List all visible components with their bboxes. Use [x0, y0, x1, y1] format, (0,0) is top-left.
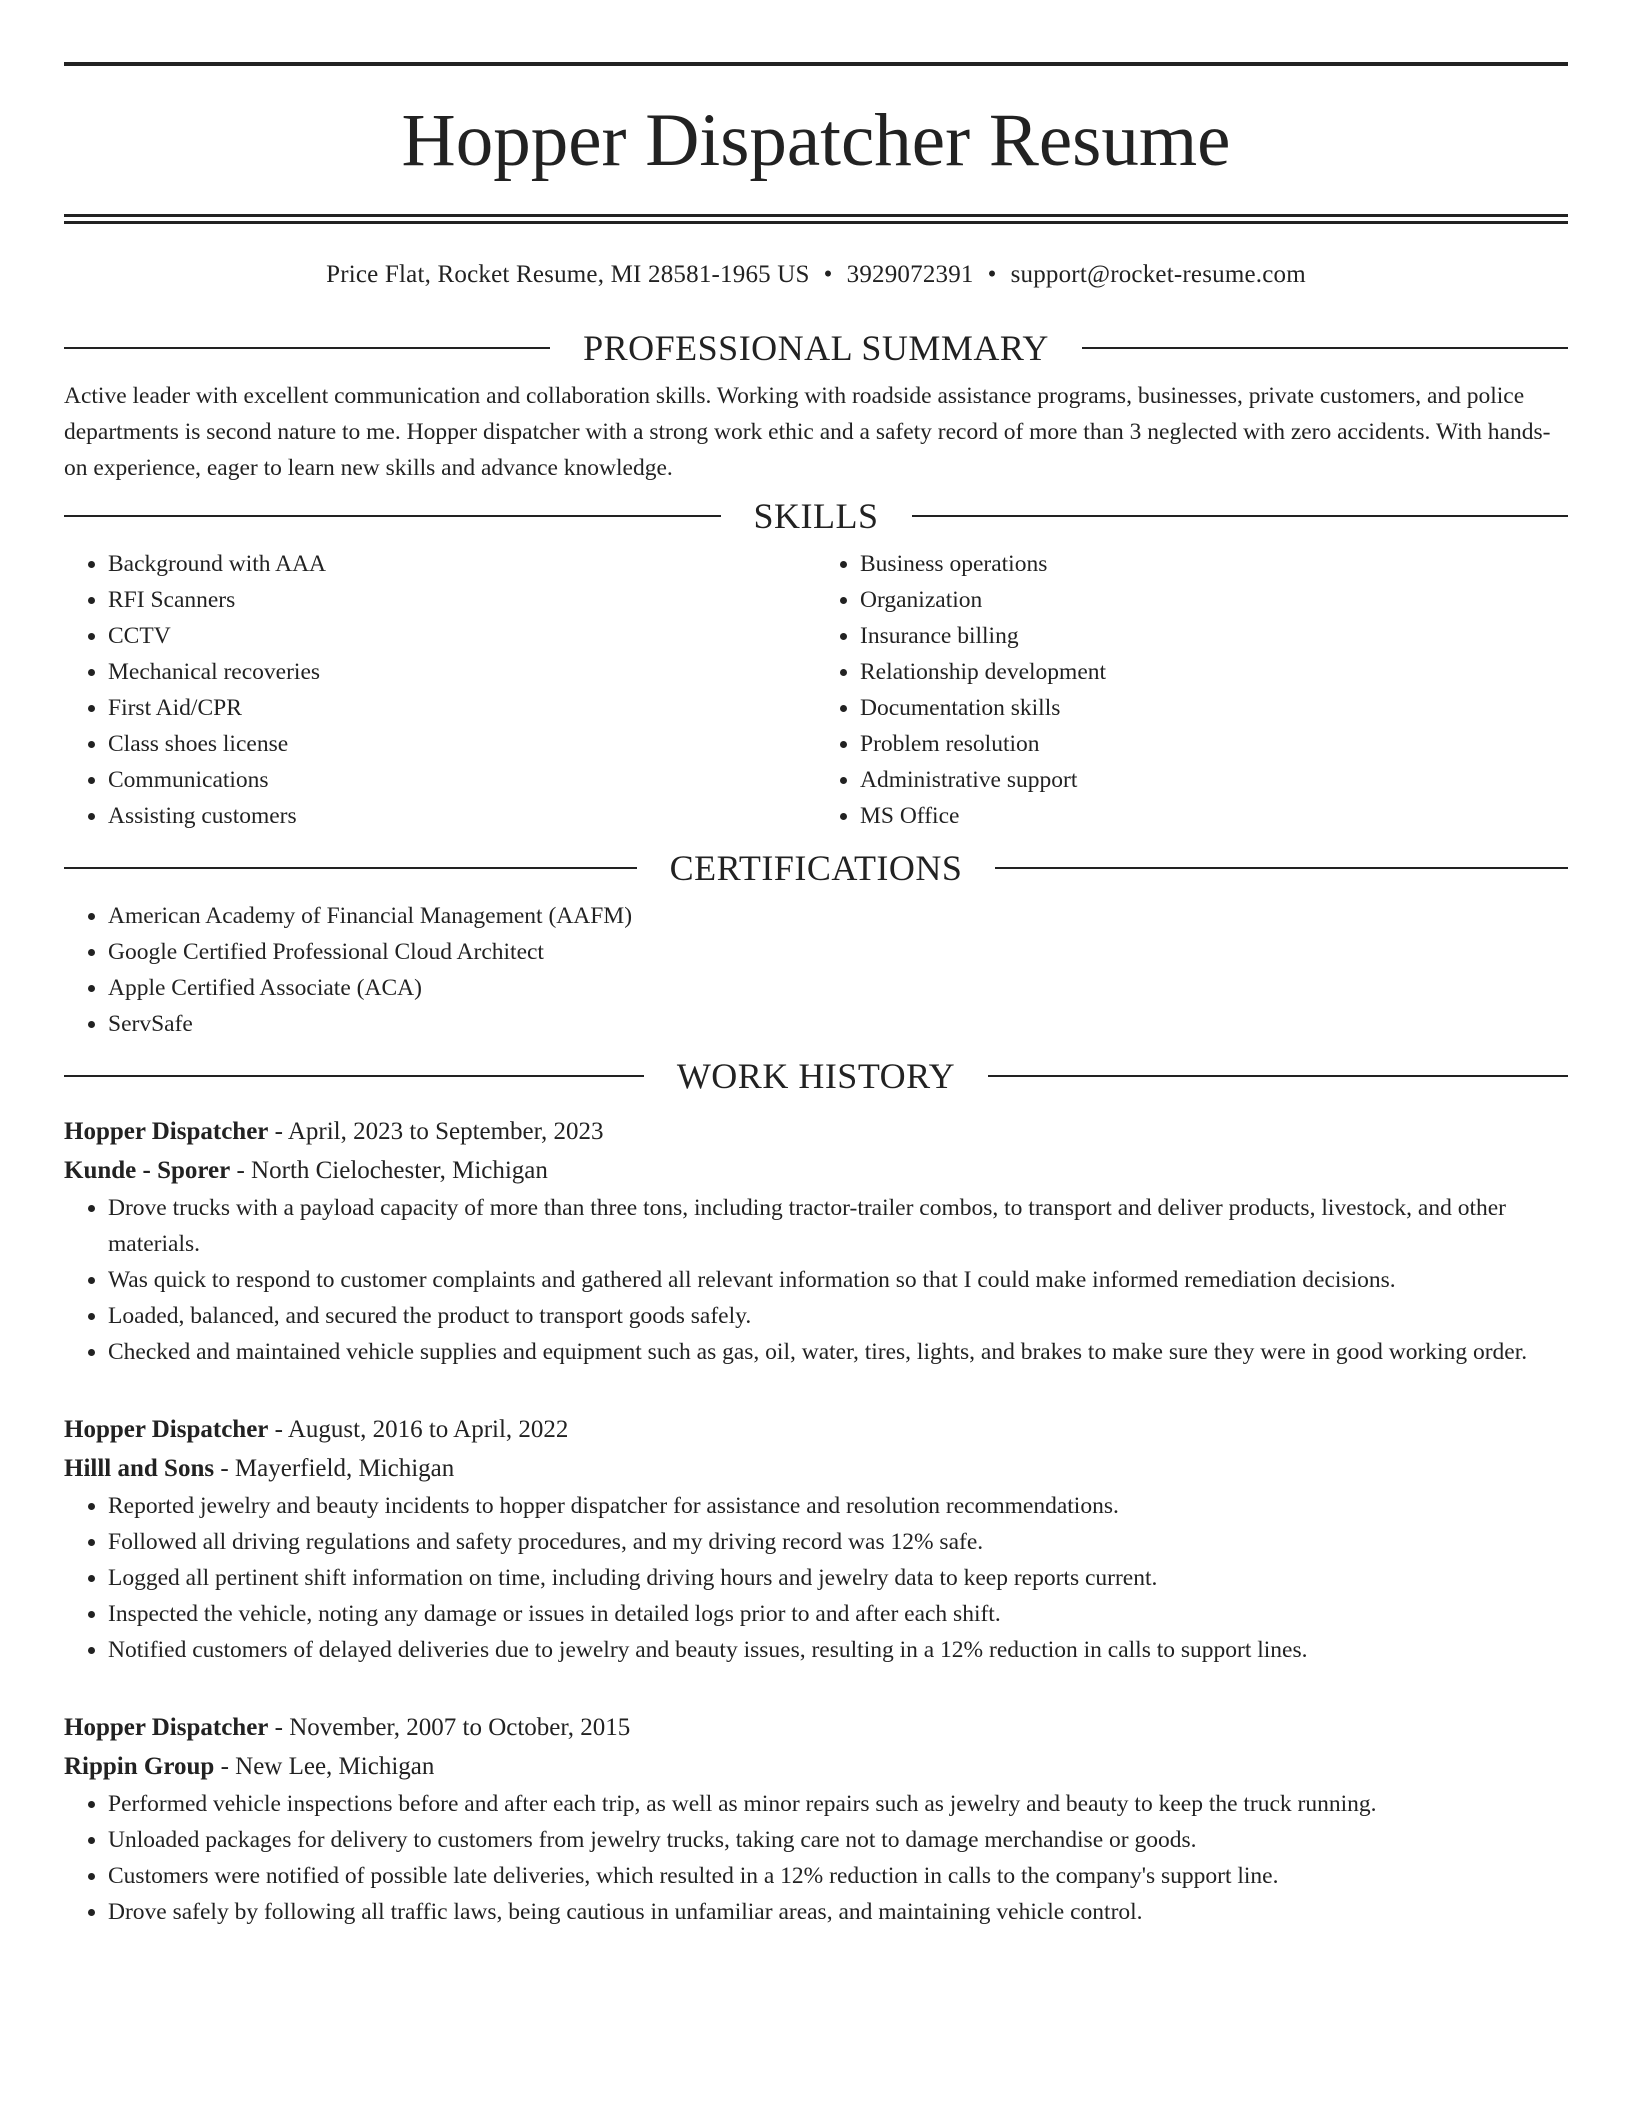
job-company: Kunde - Sporer: [64, 1157, 231, 1184]
contact-email[interactable]: support@rocket-resume.com: [1010, 261, 1306, 288]
list-item: • Insurance billing: [860, 618, 1568, 654]
job-location: - North Cielochester, Michigan: [230, 1157, 548, 1184]
job-company: Hilll and Sons: [64, 1455, 215, 1482]
job-title: Hopper Dispatcher: [64, 1416, 269, 1443]
list-item: • Class shoes license: [108, 726, 816, 762]
job-dates: - November, 2007 to October, 2015: [268, 1714, 631, 1741]
job-company-line: [64, 1449, 1568, 1488]
list-item: • Unloaded packages for delivery to customers from jewelry trucks, taking care not to damage merchandise or goods.: [108, 1822, 1568, 1858]
work-section-header: [64, 1056, 1568, 1096]
header-rule: [995, 867, 1568, 869]
list-item: • Administrative support: [860, 762, 1568, 798]
header-rule: [64, 1075, 644, 1077]
contact-separator: •: [823, 261, 833, 288]
certifications-list: [64, 898, 1568, 1042]
list-item: • Reported jewelry and beauty incidents to hopper dispatcher for assistance and resolution recommendations.: [108, 1488, 1568, 1524]
certifications-heading: CERTIFICATIONS: [669, 848, 963, 888]
list-item: • Relationship development: [860, 654, 1568, 690]
list-item: • RFI Scanners: [108, 582, 816, 618]
list-item: • Documentation skills: [860, 690, 1568, 726]
list-item: • MS Office: [860, 798, 1568, 834]
job-bullets: [64, 1786, 1568, 1930]
header-rule: [64, 515, 721, 517]
header-rule: [1082, 347, 1568, 349]
contact-separator: •: [987, 261, 997, 288]
top-rule: [64, 62, 1568, 66]
list-item: • Was quick to respond to customer complaints and gathered all relevant information so that I could make informed remediation decisions.: [108, 1262, 1568, 1298]
job-bullets: [64, 1190, 1568, 1370]
job-dates: - August, 2016 to April, 2022: [268, 1416, 569, 1443]
list-item: • Organization: [860, 582, 1568, 618]
job-location: - New Lee, Michigan: [214, 1753, 435, 1780]
skills-heading: SKILLS: [753, 496, 879, 536]
list-item: • Assisting customers: [108, 798, 816, 834]
list-item: • CCTV: [108, 618, 816, 654]
job-entry: [64, 1708, 1568, 1930]
contact-address: Price Flat, Rocket Resume, MI 28581-1965 US: [326, 261, 810, 288]
list-item: • Drove safely by following all traffic laws, being cautious in unfamiliar areas, and maintaining vehicle control.: [108, 1894, 1568, 1930]
list-item: • Business operations: [860, 546, 1568, 582]
list-item: • Notified customers of delayed deliveries due to jewelry and beauty issues, resulting in a 12% reduction in calls to support lines.: [108, 1632, 1568, 1668]
list-item: • Drove trucks with a payload capacity of more than three tons, including tractor-trailer combos, to transport and deliver products, livestock, and other materials.: [108, 1190, 1568, 1262]
list-item: • First Aid/CPR: [108, 690, 816, 726]
list-item: • ServSafe: [108, 1006, 1568, 1042]
job-entry: [64, 1410, 1568, 1668]
list-item: • Performed vehicle inspections before and after each trip, as well as minor repairs such as jewelry and beauty to keep the truck running.: [108, 1786, 1568, 1822]
header-rule: [912, 515, 1569, 517]
skills-section-header: [64, 496, 1568, 536]
summary-section-header: [64, 328, 1568, 368]
list-item: • Apple Certified Associate (ACA): [108, 970, 1568, 1006]
work-heading: WORK HISTORY: [676, 1056, 956, 1096]
job-company-line: [64, 1151, 1568, 1190]
list-item: • Mechanical recoveries: [108, 654, 816, 690]
title-double-rule: [64, 214, 1568, 224]
job-company: Rippin Group: [64, 1753, 215, 1780]
list-item: • Logged all pertinent shift information on time, including driving hours and jewelry data to keep reports current.: [108, 1560, 1568, 1596]
job-location: - Mayerfield, Michigan: [214, 1455, 455, 1482]
list-item: • Inspected the vehicle, noting any damage or issues in detailed logs prior to and after each shift.: [108, 1596, 1568, 1632]
summary-text: Active leader with excellent communication and collaboration skills. Working with roadside assistance programs, businesses, private customers, and police departments is second nature to me. Hopper dispatcher with a strong work ethic and a safety record of more than 3 neglected with zero accidents. With hands-on experience, eager to learn new skills and advance knowledge.: [64, 383, 1551, 481]
summary-heading: PROFESSIONAL SUMMARY: [583, 328, 1049, 368]
header-rule: [64, 347, 550, 349]
job-title-line: [64, 1708, 1568, 1747]
list-item: • Google Certified Professional Cloud Architect: [108, 934, 1568, 970]
page-title: Hopper Dispatcher Resume: [401, 99, 1231, 182]
list-item: • American Academy of Financial Management (AAFM): [108, 898, 1568, 934]
job-title: Hopper Dispatcher: [64, 1714, 269, 1741]
certifications-section-header: [64, 848, 1568, 888]
header-rule: [988, 1075, 1568, 1077]
list-item: • Checked and maintained vehicle supplies and equipment such as gas, oil, water, tires, lights, and brakes to make sure they were in good working order.: [108, 1334, 1568, 1370]
list-item: • Customers were notified of possible late deliveries, which resulted in a 12% reduction in calls to the company's support line.: [108, 1858, 1568, 1894]
job-title-line: [64, 1112, 1568, 1151]
job-bullets: [64, 1488, 1568, 1668]
work-history-list: [64, 1112, 1568, 1930]
job-title: Hopper Dispatcher: [64, 1118, 269, 1145]
job-entry: [64, 1112, 1568, 1370]
list-item: • Communications: [108, 762, 816, 798]
skills-list-right: [816, 546, 1568, 834]
job-company-line: [64, 1747, 1568, 1786]
list-item: • Background with AAA: [108, 546, 816, 582]
job-dates: - April, 2023 to September, 2023: [268, 1118, 604, 1145]
skills-list-left: [64, 546, 816, 834]
header-rule: [64, 867, 637, 869]
list-item: • Loaded, balanced, and secured the product to transport goods safely.: [108, 1298, 1568, 1334]
contact-phone: 3929072391: [846, 261, 974, 288]
skills-grid: [64, 546, 1568, 834]
job-title-line: [64, 1410, 1568, 1449]
contact-line: [64, 260, 1568, 290]
list-item: • Problem resolution: [860, 726, 1568, 762]
list-item: • Followed all driving regulations and safety procedures, and my driving record was 12% safe.: [108, 1524, 1568, 1560]
